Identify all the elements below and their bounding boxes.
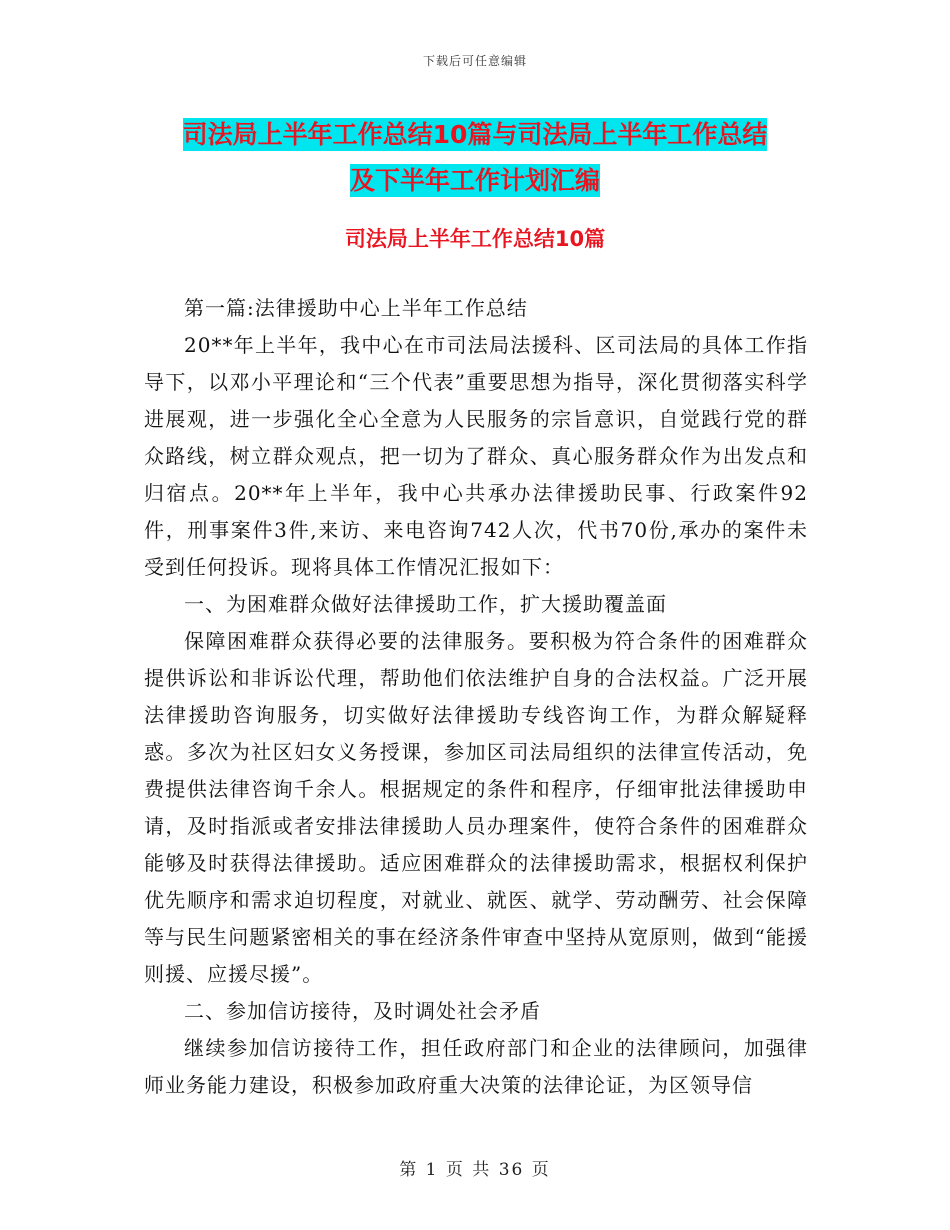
paragraph-chapter-heading: 第一篇:法律援助中心上半年工作总结: [184, 296, 528, 320]
document-title-line-2: 及下半年工作计划汇编: [349, 166, 600, 195]
document-title-line-1: 司法局上半年工作总结10篇与司法局上半年工作总结: [182, 120, 768, 149]
paragraph-intro: 20**年上半年，我中心在市司法局法援科、区司法局的具体工作指导下，以邓小平理论和“三个代表”重要思想为指导，深化贯彻落实科学进展观，进一步强化全心全意为人民服务的宗旨意识，自觉践行党的群众路线，树立群众观点，把一切为了群众、真心服务群众作为出发点和归宿点。20**年上半年，我中心共承办法律援助民事、行政案件92件，刑事案件3件,来访、来电咨询742人次，代书70份,承办的案件未受到任何投诉。现将具体工作情况汇报如下：: [144, 333, 808, 579]
section-title: 司法局上半年工作总结10篇: [344, 227, 606, 251]
paragraph-body-2: 继续参加信访接待工作，担任政府部门和企业的法律顾问，加强律师业务能力建设，积极参加政府重大决策的法律论证，为区领导信: [144, 1036, 808, 1097]
body-text: [144, 290, 808, 1104]
paragraph-body-1: 保障困难群众获得必要的法律服务。要积极为符合条件的困难群众提供诉讼和非诉讼代理，帮助他们依法维护自身的合法权益。广泛开展法律援助咨询服务，切实做好法律援助专线咨询工作，为群众解疑释惑。多次为社区妇女义务授课，参加区司法局组织的法律宣传活动，免费提供法律咨询千余人。根据规定的条件和程序，仔细审批法律援助申请，及时指派或者安排法律援助人员办理案件，使符合条件的困难群众能够及时获得法律援助。适应困难群众的法律援助需求，根据权利保护优先顺序和需求迫切程度，对就业、就医、就学、劳动酬劳、社会保障等与民生问题紧密相关的事在经济条件审查中坚持从宽原则，做到“能援则援、应援尽援”。: [144, 629, 808, 986]
document-title: [0, 112, 950, 204]
paragraph-heading-1: 一、为困难群众做好法律援助工作，扩大援助覆盖面: [184, 592, 667, 616]
paragraph-heading-2: 二、参加信访接待，及时调处社会矛盾: [184, 999, 541, 1023]
page-footer: 第 1 页 共 36 页: [399, 1160, 551, 1180]
header-note: 下载后可任意编辑: [422, 54, 527, 68]
